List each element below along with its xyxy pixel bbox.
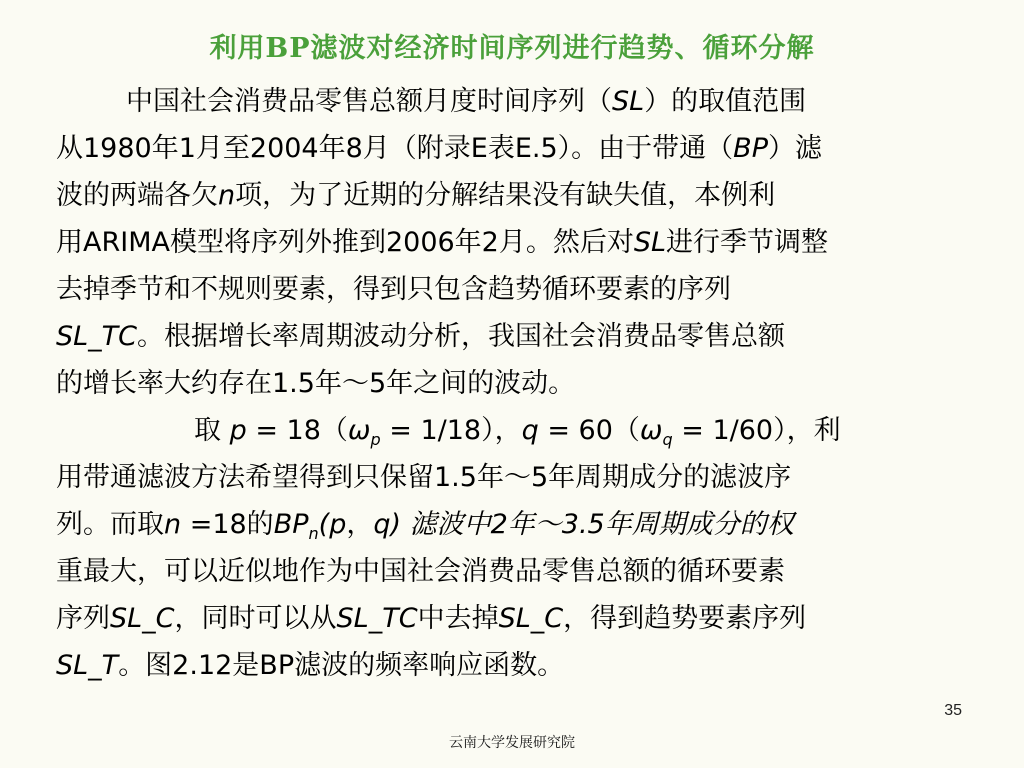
- paragraph-1-line-6: SL_TC。根据增长率周期波动分析，我国社会消费品零售总额: [56, 321, 786, 352]
- paragraph-2-line-4: 重最大，可以近似地作为中国社会消费品零售总额的循环要素: [56, 556, 785, 587]
- paragraph-1-line-3: 波的两端各欠n项，为了近期的分解结果没有缺失值，本例利: [56, 180, 776, 211]
- paragraph-2-line-5: 序列SL_C，同时可以从SL_TC中去掉SL_C，得到趋势要素序列: [56, 603, 807, 634]
- page-number: 35: [944, 702, 962, 719]
- paragraph-2-line-3: 列。而取n =18的$BP_n(p$，q) 滤波中2年～3.5年周期成分的权: [56, 509, 794, 543]
- footer-institution: 云南大学发展研究院: [449, 735, 575, 751]
- paragraph-2-line-1: 取 $p = 18(\omega_p = 1/18)$，$q = 60(\omega_q = 1/60)$，利: [194, 415, 841, 449]
- paragraph-1-line-5: 去掉季节和不规则要素，得到只包含趋势循环要素的序列: [56, 274, 731, 305]
- paragraph-1-line-7: 的增长率大约存在1.5年～5年之间的波动。: [56, 368, 576, 399]
- paragraph-1-line-1: 中国社会消费品零售总额月度时间序列（SL）的取值范围: [126, 86, 807, 117]
- paragraph-1-line-4: 用ARIMA模型将序列外推到2006年2月。然后对SL进行季节调整: [56, 227, 829, 258]
- paragraph-2-line-6: SL_T。图2.12是BP滤波的频率响应函数。: [56, 650, 565, 681]
- paragraph-1-line-2: 从1980年1月至2004年8月（附录E表E.5）。由于带通（BP）滤: [56, 133, 822, 164]
- slide-title: 利用BP滤波对经济时间序列进行趋势、循环分解: [209, 33, 815, 64]
- body-text: [56, 78, 986, 689]
- paragraph-2-line-2: 用带通滤波方法希望得到只保留1.5年～5年周期成分的滤波序: [56, 462, 792, 493]
